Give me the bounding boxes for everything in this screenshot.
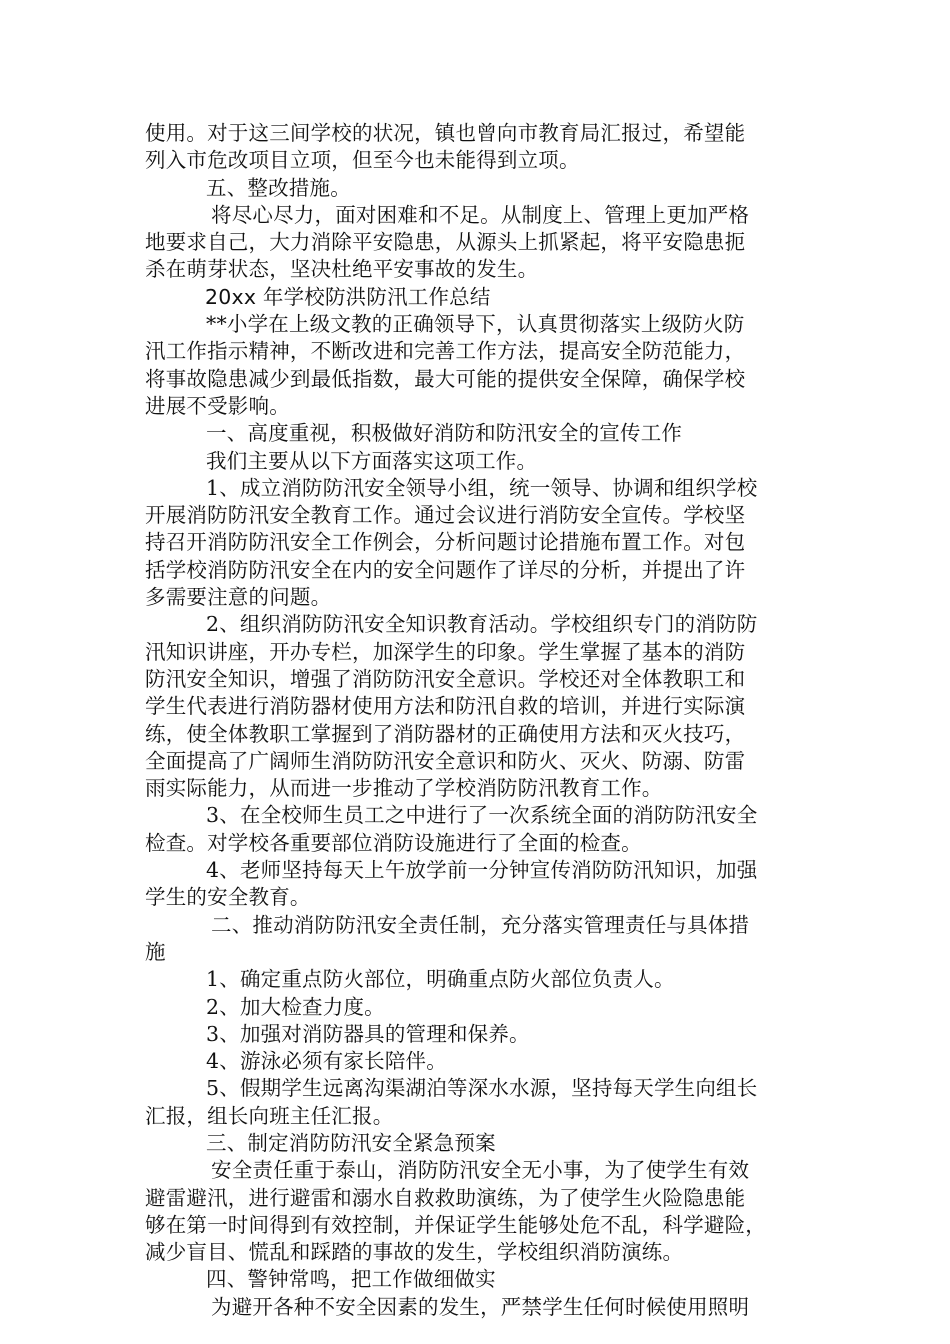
text-line: 学生代表进行消防器材使用方法和防汛自救的培训，并进行实际演 (145, 694, 746, 719)
text-line: 学生的安全教育。 (145, 885, 311, 910)
text-line: 防汛安全知识，增强了消防防汛安全意识。学校还对全体教职工和 (145, 666, 746, 691)
list-item: 2、组织消防防汛安全知识教育活动。学校组织专门的消防防 (206, 612, 758, 637)
list-item: 4、老师坚持每天上午放学前一分钟宣传消防防汛知识，加强 (206, 858, 758, 883)
text-line: 使用。对于这三间学校的状况，镇也曾向市教育局汇报过，希望能 (145, 121, 746, 145)
section-heading: 五、整改措施。 (206, 175, 351, 200)
text-line: 列入市危改项目立项，但至今也未能得到立项。 (145, 148, 580, 173)
list-item: 2、加大检查力度。 (206, 994, 385, 1019)
text-line: 地要求自己，大力消除平安隐患，从源头上抓紧起，将平安隐患扼 (145, 230, 746, 255)
text-line: 汇报，组长向班主任汇报。 (145, 1103, 394, 1128)
text-line: 汛工作指示精神，不断改进和完善工作方法，提高安全防范能力， (145, 339, 746, 364)
section-heading: 四、警钟常鸣，把工作做细做实 (206, 1267, 496, 1292)
text-line: **小学在上级文教的正确领导下，认真贯彻落实上级防火防 (206, 312, 745, 337)
section-heading: 一、高度重视，积极做好消防和防汛安全的宣传工作 (206, 421, 683, 446)
text-line: 避雷避汛，进行避雷和溺水自救救助演练，为了使学生火险隐患能 (145, 1185, 746, 1210)
list-item: 1、确定重点防火部位，明确重点防火部位负责人。 (206, 967, 675, 992)
section-heading: 二、推动消防防汛安全责任制，充分落实管理责任与具体措 (211, 912, 750, 937)
list-item: 1、成立消防防汛安全领导小组，统一领导、协调和组织学校 (206, 475, 758, 500)
text-line: 练，使全体教职工掌握到了消防器材的正确使用方法和灭火技巧， (145, 721, 746, 746)
text-line: 为避开各种不安全因素的发生，严禁学生任何时候使用照明 (211, 1294, 750, 1319)
text-line: 全面提高了广阔师生消防防汛安全意识和防火、灭火、防溺、防雷 (145, 748, 746, 773)
text-line: 检查。对学校各重要部位消防设施进行了全面的检查。 (145, 830, 642, 855)
text-line: 杀在萌芽状态，坚决杜绝平安事故的发生。 (145, 257, 539, 282)
text-line: 括学校消防防汛安全在内的安全问题作了详尽的分析，并提出了许 (145, 557, 746, 582)
text-line: 多需要注意的问题。 (145, 585, 332, 610)
text-line: 雨实际能力，从而进一步推动了学校消防防汛教育工作。 (145, 776, 663, 801)
document-body (145, 120, 825, 1321)
list-item: 4、游泳必须有家长陪伴。 (206, 1049, 447, 1074)
document-title: 20xx 年学校防洪防汛工作总结 (205, 284, 491, 309)
section-heading: 三、制定消防防汛安全紧急预案 (206, 1130, 496, 1155)
list-item: 3、在全校师生员工之中进行了一次系统全面的消防防汛安全 (206, 803, 758, 828)
text-line: 进展不受影响。 (145, 393, 290, 418)
text-line: 减少盲目、慌乱和踩踏的事故的发生，学校组织消防演练。 (145, 1240, 684, 1265)
list-item: 5、假期学生远离沟渠湖泊等深水水源，坚持每天学生向组长 (206, 1076, 758, 1101)
text-line: 持召开消防防汛安全工作例会，分析问题讨论措施布置工作。对包 (145, 530, 746, 555)
list-item: 3、加强对消防器具的管理和保养。 (206, 1021, 530, 1046)
text-line: 我们主要从以下方面落实这项工作。 (206, 448, 538, 473)
text-line: 将尽心尽力，面对困难和不足。从制度上、管理上更加严格 (211, 202, 750, 227)
text-line: 施 (145, 939, 166, 964)
text-line: 安全责任重于泰山，消防防汛安全无小事，为了使学生有效 (211, 1158, 750, 1183)
text-line: 够在第一时间得到有效控制，并保证学生能够处危不乱，科学避险， (145, 1212, 766, 1237)
text-line: 汛知识讲座，开办专栏，加深学生的印象。学生掌握了基本的消防 (145, 639, 746, 664)
text-line: 开展消防防汛安全教育工作。通过会议进行消防安全宣传。学校坚 (145, 503, 746, 528)
text-line: 将事故隐患减少到最低指数，最大可能的提供安全保障，确保学校 (145, 366, 746, 391)
